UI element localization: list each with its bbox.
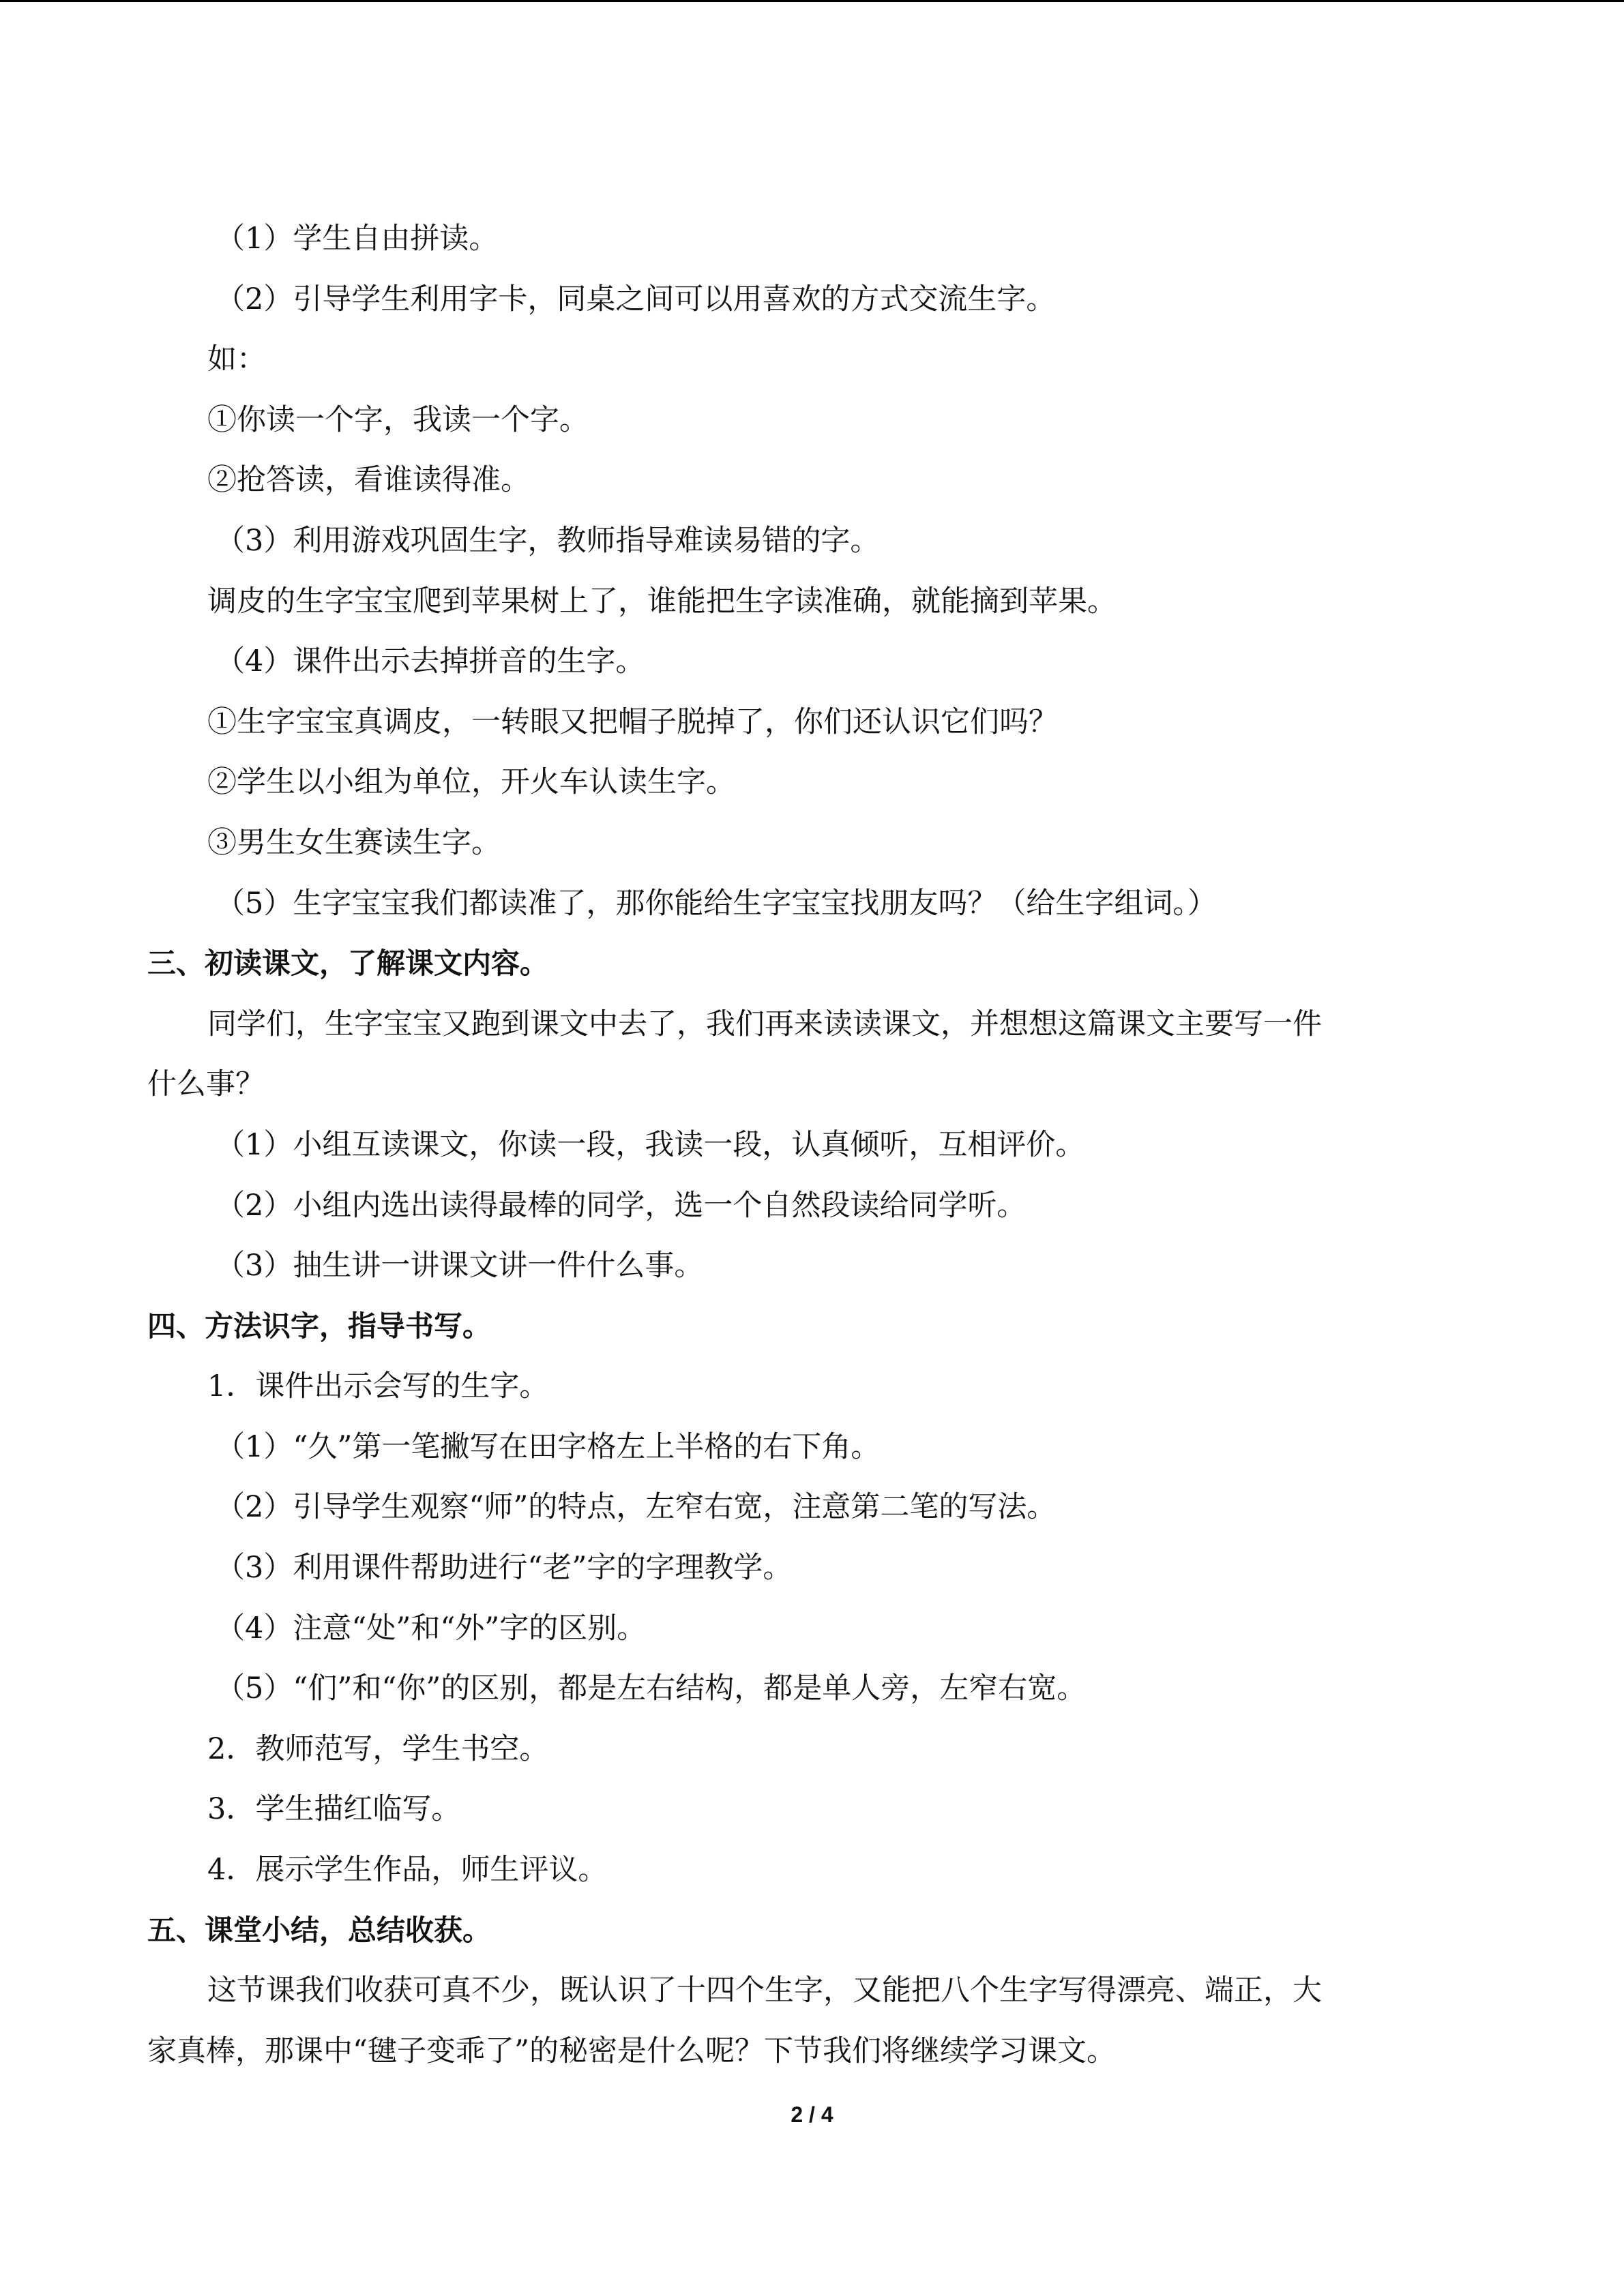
paragraph-line: 2．教师范写，学生书空。 — [207, 1731, 549, 1766]
paragraph-line: 4．展示学生作品，师生评议。 — [207, 1853, 608, 1888]
paragraph-line: （2）引导学生观察“师”的特点，左窄右宽，注意第二笔的写法。 — [216, 1490, 1057, 1525]
paragraph-line: （3）利用游戏巩固生字，教师指导难读易错的字。 — [216, 523, 880, 558]
paragraph-line: 3．学生描红临写。 — [207, 1792, 461, 1827]
paragraph-line: 什么事？ — [147, 1067, 265, 1102]
paragraph-line: 1．课件出示会写的生字。 — [207, 1369, 549, 1404]
section-heading: 五、课堂小结，总结收获。 — [147, 1913, 492, 1947]
paragraph-line: （5）生字宝宝我们都读准了，那你能给生字宝宝找朋友吗？（给生字组词。） — [216, 886, 1217, 921]
paragraph-line: （4）注意“处”和“外”字的区别。 — [216, 1611, 647, 1645]
paragraph-line: ①生字宝宝真调皮，一转眼又把帽子脱掉了，你们还认识它们吗？ — [207, 704, 1058, 739]
paragraph-line: 这节课我们收获可真不少，既认识了十四个生字，又能把八个生字写得漂亮、端正，大 — [207, 1973, 1322, 2008]
paragraph-line: （1）“久”第一笔撇写在田字格左上半格的右下角。 — [216, 1429, 881, 1464]
paragraph-line: ③男生女生赛读生字。 — [207, 825, 501, 860]
paragraph-line: ①你读一个字，我读一个字。 — [207, 402, 589, 437]
paragraph-line: （3）利用课件帮助进行“老”字的字理教学。 — [216, 1551, 793, 1585]
paragraph-line: 家真棒，那课中“毽子变乖了”的秘密是什么呢？下节我们将继续学习课文。 — [147, 2033, 1116, 2068]
paragraph-line: 同学们，生字宝宝又跑到课文中去了，我们再来读读课文，并想想这篇课文主要写一件 — [207, 1007, 1322, 1041]
top-border-line — [0, 0, 1624, 2]
paragraph-line: （2）小组内选出读得最棒的同学，选一个自然段读给同学听。 — [216, 1188, 1027, 1223]
paragraph-line: ②抢答读，看谁读得准。 — [207, 463, 530, 498]
document-body — [147, 209, 1464, 2081]
section-heading: 四、方法识字，指导书写。 — [147, 1309, 492, 1343]
paragraph-line: （5）“们”和“你”的区别，都是左右结构，都是单人旁，左窄右宽。 — [216, 1671, 1087, 1706]
paragraph-line: （4）课件出示去掉拼音的生字。 — [216, 644, 645, 679]
paragraph-line: （1）小组互读课文，你读一段，我读一段，认真倾听，互相评价。 — [216, 1127, 1085, 1162]
section-heading: 三、初读课文，了解课文内容。 — [147, 946, 549, 981]
page-number: 2 / 4 — [791, 2102, 833, 2127]
paragraph-line: （3）抽生讲一讲课文讲一件什么事。 — [216, 1249, 704, 1283]
paragraph-line: （2）引导学生利用字卡，同桌之间可以用喜欢的方式交流生字。 — [216, 282, 1056, 316]
paragraph-line: 调皮的生字宝宝爬到苹果树上了，谁能把生字读准确，就能摘到苹果。 — [207, 584, 1117, 618]
paragraph-line: ②学生以小组为单位，开火车认读生字。 — [207, 765, 735, 800]
paragraph-line: （1）学生自由拼读。 — [216, 222, 499, 256]
paragraph-line: 如： — [207, 342, 266, 377]
